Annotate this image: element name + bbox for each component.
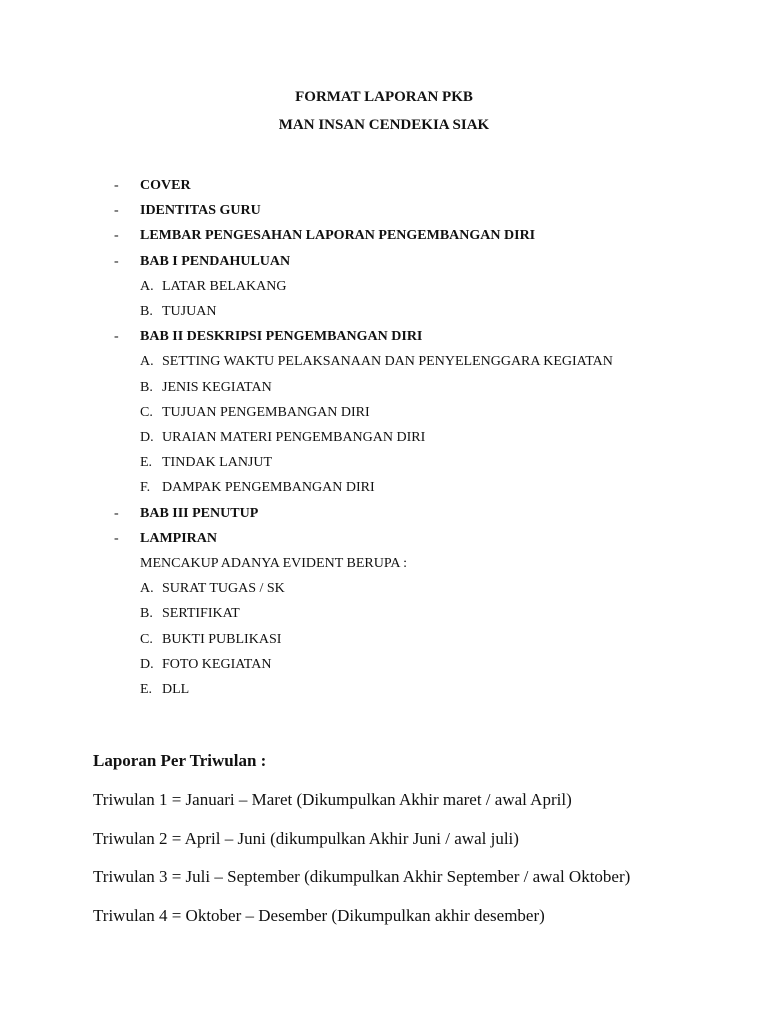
subitem-text: TUJUAN PENGEMBANGAN DIRI <box>162 404 370 420</box>
triwulan-line: Triwulan 2 = April – Juni (dikumpulkan Akhir Juni / awal juli) <box>93 828 519 848</box>
outline-subitem <box>0 631 768 649</box>
outline-item-label: BAB I PENDAHULUAN <box>140 253 291 269</box>
outline-subitem <box>0 353 768 371</box>
subitem-text: SURAT TUGAS / SK <box>162 581 285 597</box>
subitem-letter: A. <box>140 354 154 370</box>
subitem-letter: E. <box>140 455 153 471</box>
triwulan-line: Triwulan 4 = Oktober – Desember (Dikumpulkan akhir desember) <box>93 906 545 926</box>
outline-item-label: IDENTITAS GURU <box>140 203 261 219</box>
outline-subitem <box>0 454 768 472</box>
outline-subitem <box>0 605 768 623</box>
subitem-text: TUJUAN <box>162 304 217 319</box>
subitem-letter: B. <box>140 379 153 395</box>
outline-item <box>0 202 768 220</box>
subitem-text: TINDAK LANJUT <box>162 455 273 471</box>
outline-note: MENCAKUP ADANYA EVIDENT BERUPA : <box>140 556 408 571</box>
subitem-text: DAMPAK PENGEMBANGAN DIRI <box>162 480 375 496</box>
outline-item <box>0 505 768 523</box>
subitem-letter: E. <box>140 682 153 697</box>
triwulan-line: Triwulan 3 = Juli – September (dikumpulkan Akhir September / awal Oktober) <box>93 867 631 887</box>
subitem-text: BUKTI PUBLIKASI <box>162 631 282 647</box>
subitem-letter: C. <box>140 404 153 420</box>
outline-item <box>0 253 768 271</box>
outline-item <box>0 328 768 346</box>
bullet-dash: - <box>114 178 119 193</box>
subitem-letter: B. <box>140 606 153 622</box>
outline-item-label: LAMPIRAN <box>140 530 217 546</box>
subitem-text: LATAR BELAKANG <box>162 278 287 294</box>
outline-item-label: BAB II DESKRIPSI PENGEMBANGAN DIRI <box>140 329 423 345</box>
document-title: FORMAT LAPORAN PKB <box>295 89 473 105</box>
subitem-text: DLL <box>162 682 190 697</box>
bullet-dash: - <box>114 203 119 219</box>
outline-item <box>0 227 768 245</box>
outline-subitem <box>0 681 768 699</box>
triwulan-heading: Laporan Per Triwulan : <box>93 751 267 770</box>
outline-subitem <box>0 429 768 447</box>
outline-item <box>0 530 768 548</box>
outline-item-label: LEMBAR PENGESAHAN LAPORAN PENGEMBANGAN DIRI <box>140 228 536 244</box>
subitem-text: SERTIFIKAT <box>162 606 240 622</box>
outline-item-label: BAB III PENUTUP <box>140 505 259 521</box>
subitem-text: SETTING WAKTU PELAKSANAAN DAN PENYELENGGARA KEGIATAN <box>162 354 613 370</box>
outline-subitem <box>0 580 768 598</box>
outline-item-label: COVER <box>140 178 191 193</box>
outline-subitem <box>0 379 768 397</box>
subitem-letter: A. <box>140 278 154 294</box>
document-subtitle: MAN INSAN CENDEKIA SIAK <box>278 117 490 133</box>
bullet-dash: - <box>114 505 119 521</box>
subitem-letter: F. <box>140 480 151 496</box>
bullet-dash: - <box>114 228 119 244</box>
subitem-text: JENIS KEGIATAN <box>162 379 272 395</box>
subitem-text: URAIAN MATERI PENGEMBANGAN DIRI <box>162 430 426 445</box>
outline-subitem <box>0 479 768 497</box>
bullet-dash: - <box>114 253 119 269</box>
subitem-letter: C. <box>140 631 153 647</box>
subitem-letter: A. <box>140 581 154 597</box>
subitem-letter: D. <box>140 656 154 672</box>
outline-subitem <box>0 656 768 674</box>
outline-subitem <box>0 404 768 422</box>
subitem-text: FOTO KEGIATAN <box>162 656 272 672</box>
subitem-letter: B. <box>140 304 153 319</box>
outline-item <box>0 177 768 195</box>
triwulan-line: Triwulan 1 = Januari – Maret (Dikumpulkan Akhir maret / awal April) <box>93 790 572 809</box>
outline-note-row <box>0 555 768 573</box>
bullet-dash: - <box>114 530 119 546</box>
outline-subitem <box>0 303 768 321</box>
outline-subitem <box>0 278 768 296</box>
bullet-dash: - <box>114 329 119 345</box>
subitem-letter: D. <box>140 430 154 445</box>
